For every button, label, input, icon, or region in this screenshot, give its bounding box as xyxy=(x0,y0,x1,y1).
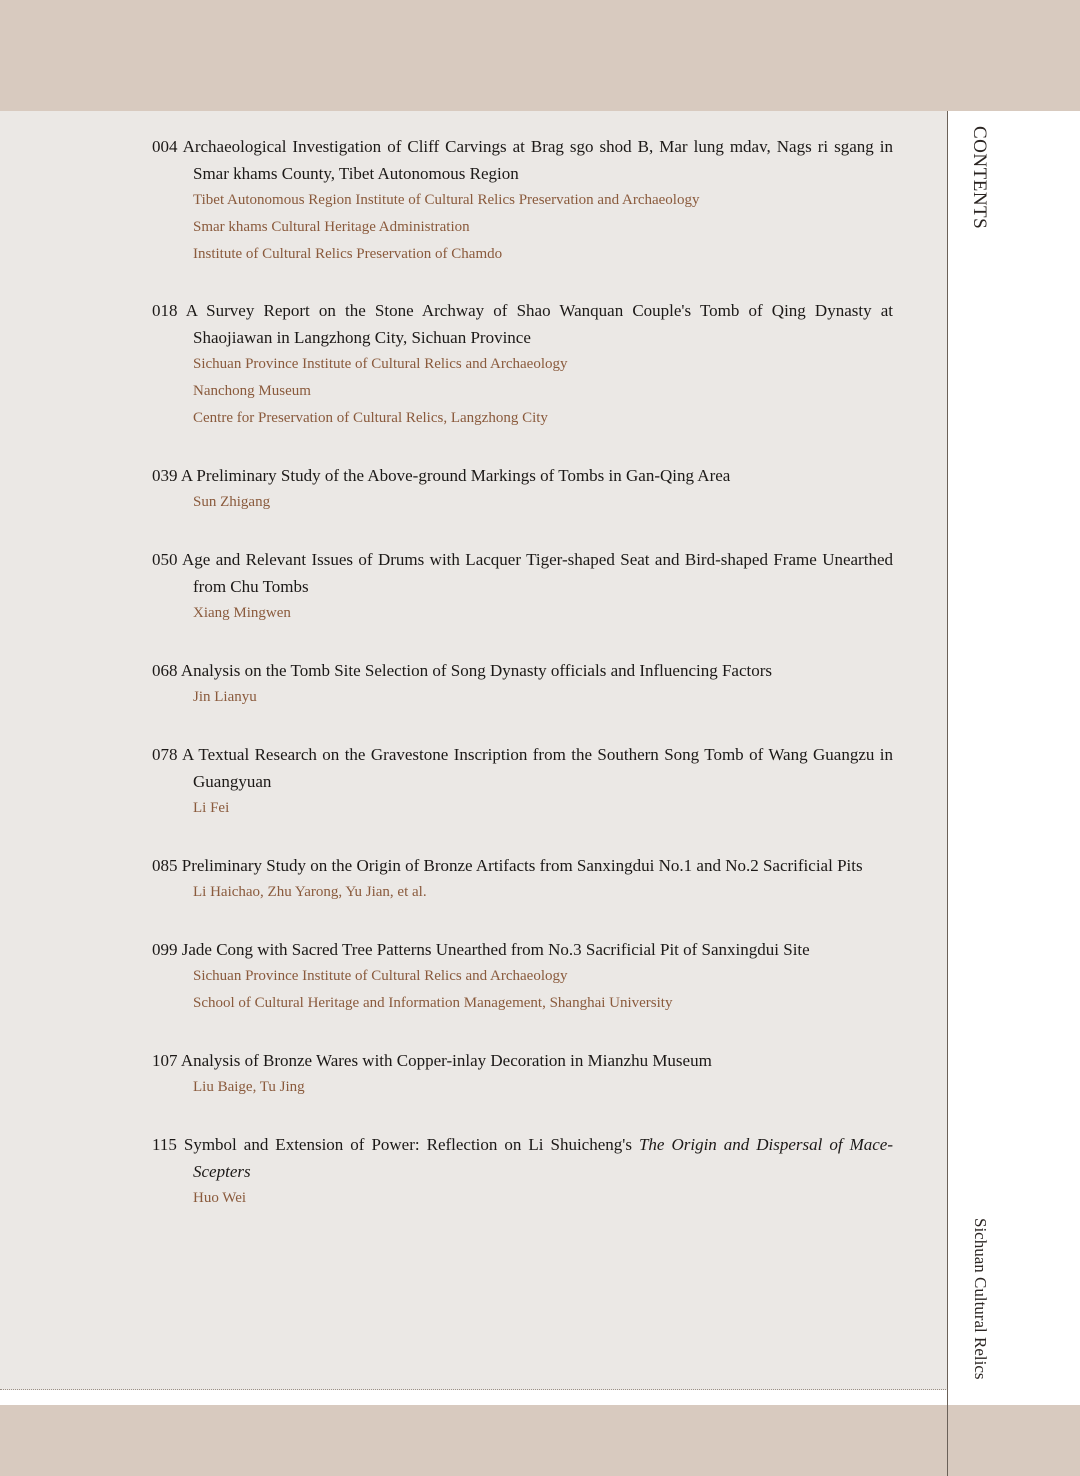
page-number: 050 xyxy=(152,550,178,569)
journal-name: Sichuan Cultural Relics xyxy=(971,1218,990,1380)
entry-author: Sichuan Province Institute of Cultural Relics and Archaeology xyxy=(193,968,568,984)
entry-author: Xiang Mingwen xyxy=(193,605,291,621)
entry-author: Centre for Preservation of Cultural Relics, Langzhong City xyxy=(193,410,548,426)
toc-entry[interactable] xyxy=(152,546,893,627)
entry-title[interactable] xyxy=(152,1131,893,1185)
entry-author: Sichuan Province Institute of Cultural Relics and Archaeology xyxy=(193,356,568,372)
toc-entry[interactable] xyxy=(152,657,893,711)
toc-entry[interactable] xyxy=(152,297,893,432)
entry-title[interactable] xyxy=(152,657,893,684)
page-number: 099 xyxy=(152,940,178,959)
dotted-divider xyxy=(0,1389,948,1390)
entry-author: Li Haichao, Zhu Yarong, Yu Jian, et al. xyxy=(193,884,427,900)
entry-title[interactable] xyxy=(152,133,893,187)
entry-title[interactable] xyxy=(152,741,893,795)
title-text: A Textual Research on the Gravestone Inscription from the Southern Song Tomb of Wang Guangzu in Guangyuan xyxy=(181,745,894,791)
italic-book-title: The Origin and Dispersal of Mace-Scepters xyxy=(193,1135,894,1181)
contents-heading: CONTENTS xyxy=(969,126,990,230)
entry-title[interactable] xyxy=(152,546,893,600)
bottom-decorative-band xyxy=(0,1405,1080,1476)
entry-author: Sun Zhigang xyxy=(193,494,271,510)
entry-author: Huo Wei xyxy=(193,1190,247,1206)
entry-title[interactable] xyxy=(152,936,893,963)
title-text: Analysis of Bronze Wares with Copper-inlay Decoration in Mianzhu Museum xyxy=(180,1051,712,1070)
toc-entry[interactable] xyxy=(152,1131,893,1212)
entry-title[interactable] xyxy=(152,1047,893,1074)
title-text: Jade Cong with Sacred Tree Patterns Unearthed from No.3 Sacrificial Pit of Sanxingdui Site xyxy=(181,940,810,959)
page-number: 004 xyxy=(152,137,178,156)
page-number: 068 xyxy=(152,661,178,680)
title-text: Symbol and Extension of Power: Reflection on Li Shuicheng's xyxy=(183,1135,639,1154)
toc-entry[interactable] xyxy=(152,462,893,516)
page-number: 018 xyxy=(152,301,178,320)
title-text: A Preliminary Study of the Above-ground Markings of Tombs in Gan-Qing Area xyxy=(180,466,731,485)
entry-author: Liu Baige, Tu Jing xyxy=(193,1079,305,1095)
toc-entry[interactable] xyxy=(152,741,893,822)
title-text: Analysis on the Tomb Site Selection of Song Dynasty officials and Influencing Factors xyxy=(180,661,773,680)
entry-author: Nanchong Museum xyxy=(193,383,311,399)
entry-author: Tibet Autonomous Region Institute of Cultural Relics Preservation and Archaeology xyxy=(193,192,700,208)
top-decorative-band xyxy=(0,0,1080,111)
page-number: 107 xyxy=(152,1051,178,1070)
page-number: 085 xyxy=(152,856,178,875)
entry-author: School of Cultural Heritage and Information Management, Shanghai University xyxy=(193,995,673,1011)
entry-title[interactable] xyxy=(152,852,893,879)
entry-author: Jin Lianyu xyxy=(193,689,257,705)
page-number: 078 xyxy=(152,745,178,764)
page-number: 039 xyxy=(152,466,178,485)
entry-title[interactable] xyxy=(152,462,893,489)
title-text: Archaeological Investigation of Cliff Carvings at Brag sgo shod B, Mar lung mdav, Nags ri sgang in Smar khams County, Tibet Autonomous Region xyxy=(182,137,893,183)
vertical-divider xyxy=(947,111,948,1476)
entry-author: Institute of Cultural Relics Preservation of Chamdo xyxy=(193,246,503,262)
entry-author: Li Fei xyxy=(193,800,230,816)
table-of-contents xyxy=(152,133,893,1212)
page-number: 115 xyxy=(152,1135,177,1154)
toc-entry[interactable] xyxy=(152,936,893,1017)
title-text: Preliminary Study on the Origin of Bronze Artifacts from Sanxingdui No.1 and No.2 Sacrificial Pits xyxy=(181,856,863,875)
entry-title[interactable] xyxy=(152,297,893,351)
entry-author: Smar khams Cultural Heritage Administration xyxy=(193,219,470,235)
toc-entry[interactable] xyxy=(152,1047,893,1101)
toc-entry[interactable] xyxy=(152,852,893,906)
title-text: A Survey Report on the Stone Archway of Shao Wanquan Couple's Tomb of Qing Dynasty at Shaojiawan in Langzhong City, Sichuan Province xyxy=(185,301,894,347)
title-text: Age and Relevant Issues of Drums with Lacquer Tiger-shaped Seat and Bird-shaped Frame Unearthed from Chu Tombs xyxy=(181,550,893,596)
toc-entry[interactable] xyxy=(152,133,893,268)
